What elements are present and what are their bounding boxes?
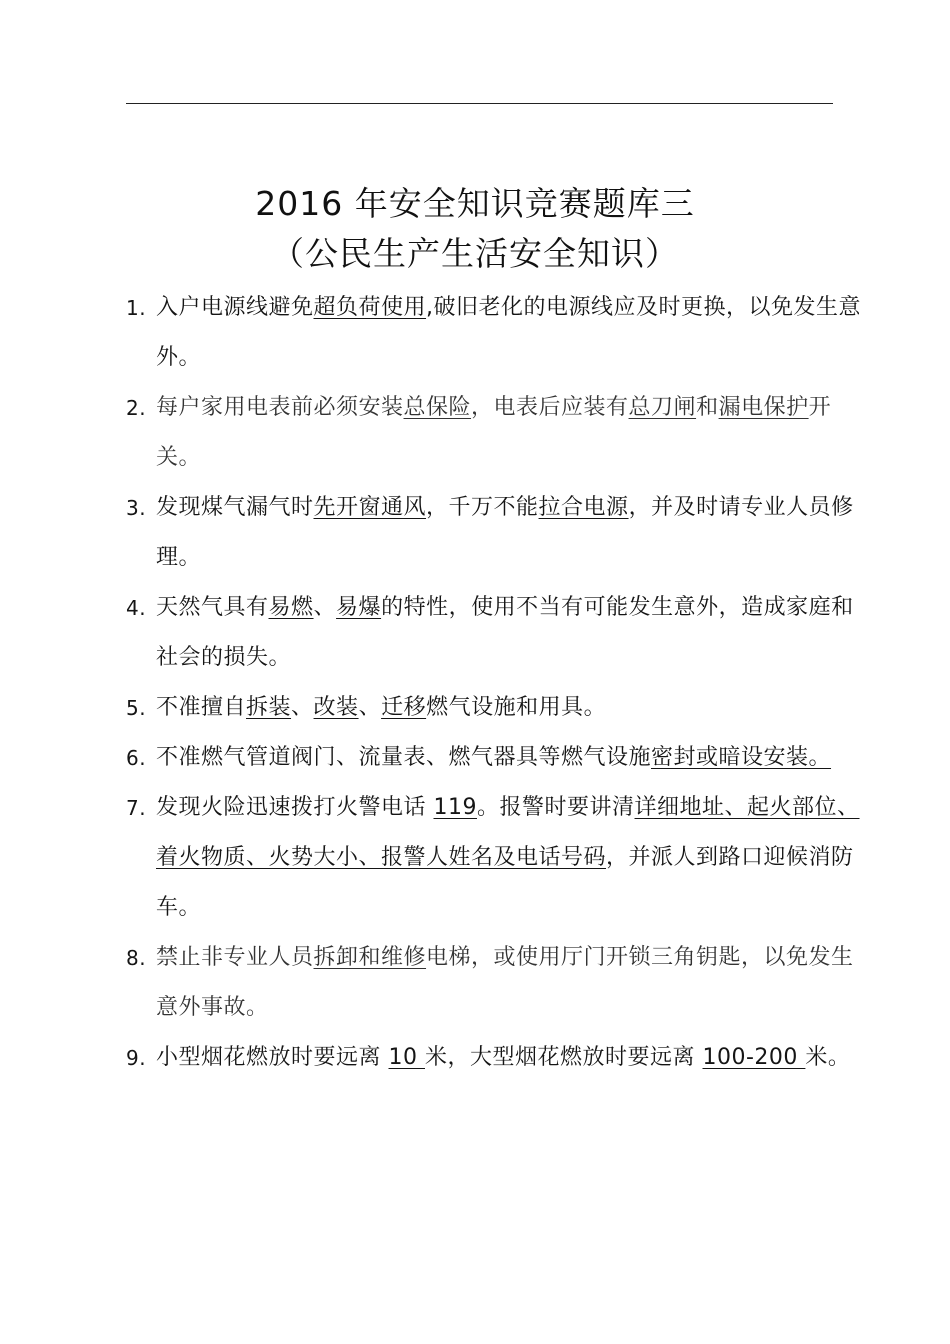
- answer-blank: 详细地址、起火部位、着火物质、火势大小、报警人姓名及电话号码: [156, 795, 860, 870]
- list-item: [126, 683, 866, 733]
- answer-blank: 先开窗通风: [313, 495, 427, 520]
- page-title: 2016 年安全知识竞赛题库三: [255, 184, 695, 223]
- item-text: 、: [358, 695, 382, 720]
- page-subtitle: （公民生产生活安全知识）: [271, 234, 679, 273]
- answer-blank: 迁移: [381, 695, 427, 720]
- item-text: 入户电源线避免: [156, 295, 314, 320]
- item-text: 燃气设施和用具。: [426, 695, 607, 720]
- question-list: [126, 283, 866, 1083]
- answer-blank: 拉合电源: [538, 495, 629, 520]
- item-text: 米。: [805, 1045, 851, 1070]
- header-rule: [126, 103, 833, 104]
- item-text: 小型烟花燃放时要远离: [156, 1045, 389, 1070]
- item-text: 、: [291, 695, 314, 720]
- item-number: 1.: [126, 296, 147, 320]
- list-item: [126, 783, 866, 933]
- list-item: [126, 383, 866, 483]
- list-item: [126, 583, 866, 683]
- list-item: [126, 483, 866, 583]
- item-number: 8.: [126, 946, 147, 970]
- answer-blank: 100-200: [702, 1045, 806, 1070]
- item-text: 和: [696, 395, 719, 420]
- item-text: 天然气具有: [156, 595, 269, 620]
- item-number: 9.: [126, 1046, 147, 1070]
- answer-blank: 密封或暗设安装。: [651, 745, 832, 770]
- item-text: 不准擅自: [156, 695, 247, 720]
- answer-blank: 总保险: [403, 395, 472, 420]
- answer-blank: 119: [433, 795, 477, 820]
- item-text: 不准燃气管道阀门、流量表、燃气器具等燃气设施: [156, 745, 652, 770]
- item-number: 6.: [126, 746, 147, 770]
- item-number: 4.: [126, 596, 147, 620]
- item-text: ，电表后应装有: [471, 395, 629, 420]
- item-text: ，并派人到路口迎候消防车。: [156, 845, 854, 920]
- item-text: 发现火险迅速拨打火警电话: [156, 795, 434, 820]
- answer-blank: 改装: [313, 695, 359, 720]
- item-text: ，千万不能: [426, 495, 539, 520]
- list-item: [126, 283, 866, 383]
- item-number: 7.: [126, 796, 147, 820]
- answer-blank: 拆装: [246, 695, 292, 720]
- answer-blank: 易爆: [336, 595, 382, 620]
- item-text: 的特性，使用不当有可能发生意外，造成家庭和社会的损失。: [156, 595, 854, 670]
- item-text: 每户家用电表前必须安装: [156, 395, 404, 420]
- item-text: 开关。: [156, 395, 832, 470]
- item-number: 2.: [126, 396, 147, 420]
- item-number: 3.: [126, 496, 147, 520]
- list-item: [126, 733, 866, 783]
- item-text: ，并及时请专业人员修理。: [156, 495, 854, 570]
- answer-blank: 漏电保护: [718, 395, 809, 420]
- item-text: 、: [313, 595, 337, 620]
- item-text: ,破旧老化的电源线应及时更换，以免发生意外。: [156, 295, 862, 370]
- item-text: 发现煤气漏气时: [156, 495, 314, 520]
- list-item: [126, 1033, 866, 1083]
- item-text: 。报警时要讲清: [477, 795, 635, 820]
- answer-blank: 10: [388, 1045, 425, 1070]
- answer-blank: 易燃: [268, 595, 314, 620]
- answer-blank: 总刀闸: [628, 395, 697, 420]
- answer-blank: 超负荷使用: [313, 295, 427, 320]
- list-item: [126, 933, 866, 1033]
- answer-blank: 拆卸和维修: [313, 945, 427, 970]
- item-number: 5.: [126, 696, 147, 720]
- item-text: 禁止非专业人员: [156, 945, 314, 970]
- item-text: 电梯，或使用厅门开锁三角钥匙，以免发生意外事故。: [156, 945, 854, 1020]
- item-text: 米，大型烟花燃放时要远离: [425, 1045, 703, 1070]
